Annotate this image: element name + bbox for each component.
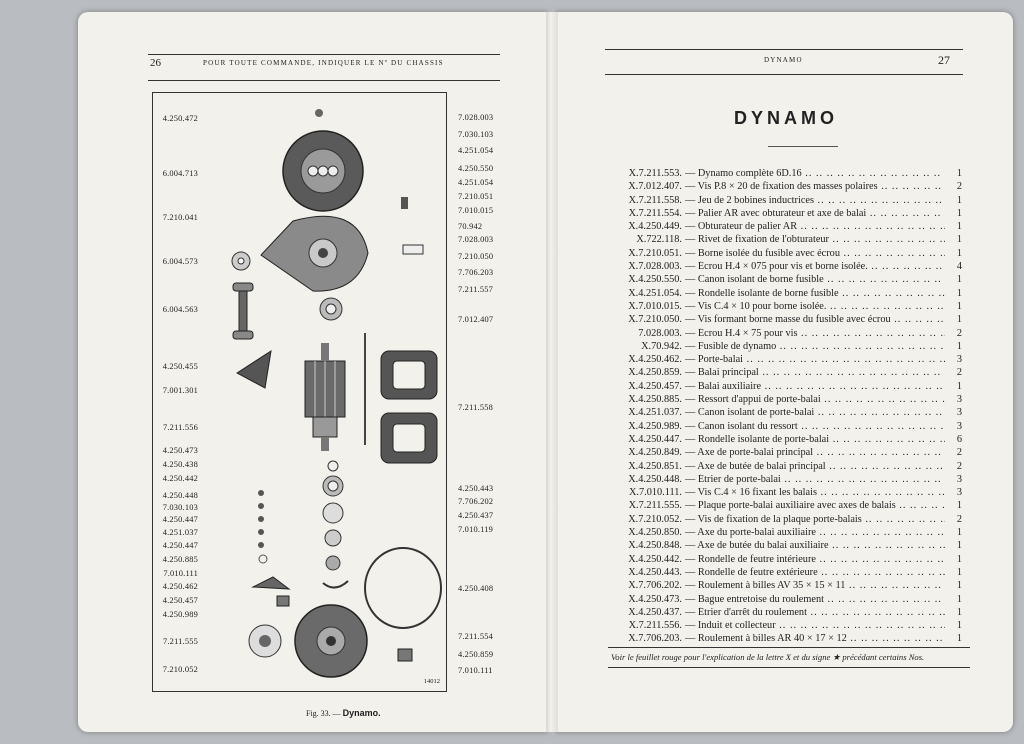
part-code: X.4.250.550. — [628, 274, 682, 286]
parts-list-row — [612, 461, 962, 474]
diagram-label-left: 4.250.455 — [162, 362, 198, 371]
diagram-label-left: 4.250.989 — [162, 610, 198, 619]
part-code: X.4.250.850. — [628, 527, 682, 539]
diagram-label-left: 4.250.442 — [162, 474, 198, 483]
part-code: X.4.250.473. — [628, 593, 682, 605]
part-quantity: 3 — [952, 474, 962, 485]
parts-list-row — [612, 274, 962, 287]
parts-list-row — [612, 514, 962, 527]
diagram-label-right: 7.706.203 — [458, 268, 494, 277]
header-rule-bottom — [148, 80, 500, 81]
diagram-label-left: 4.250.438 — [162, 460, 198, 469]
diagram-label-left: 6.004.573 — [162, 257, 198, 266]
page-number-left: 26 — [150, 57, 161, 69]
figure-number: 14012 — [423, 678, 440, 685]
diagram-label-right: 70.942 — [458, 222, 483, 231]
parts-list-row — [612, 421, 962, 434]
part-description: — Vis C.4 × 16 fixant les balais .. .. — [685, 487, 945, 498]
parts-list-row — [612, 407, 962, 420]
parts-list-row — [612, 208, 962, 221]
parts-list-row — [612, 594, 962, 607]
part-code: X.4.250.851. — [628, 460, 682, 472]
diagram-label-right: 7.010.111 — [458, 666, 493, 675]
part-code: X.7.210.051. — [628, 247, 682, 259]
parts-list — [612, 168, 962, 647]
part-description: — Obturateur de palier AR .. .. — [685, 221, 945, 232]
diagram-label-right: 4.250.859 — [458, 650, 494, 659]
part-quantity: 1 — [952, 594, 962, 605]
part-description: — Axe de butée de balai principal .. .. — [685, 461, 945, 472]
part-description: — Canon isolant de borne fusible .. .. — [685, 274, 945, 285]
part-code: X.7.210.052. — [628, 513, 682, 525]
diagram-label-left: 4.250.472 — [162, 114, 198, 123]
parts-list-row — [612, 234, 962, 247]
part-code: X.4.250.443. — [628, 566, 682, 578]
parts-list-row — [612, 381, 962, 394]
page-number-right: 27 — [938, 53, 950, 67]
diagram-label-right: 7.030.103 — [458, 130, 494, 139]
part-description: — Axe de porte-balai principal .. .. — [685, 447, 945, 458]
part-description: — Palier AR avec obturateur et axe de balai .. .. — [685, 208, 945, 219]
part-quantity: 1 — [952, 527, 962, 538]
parts-list-row — [612, 341, 962, 354]
part-code: X.7.010.111. — [628, 487, 682, 499]
part-quantity: 4 — [952, 261, 962, 272]
part-quantity: 3 — [952, 407, 962, 418]
part-description: — Jeu de 2 bobines inductrices .. .. — [685, 195, 945, 206]
part-description: — Rondelle isolante de borne fusible .. .. — [685, 288, 945, 299]
part-code: X.722.118. — [636, 234, 682, 246]
diagram-label-right: 7.028.003 — [458, 235, 494, 244]
parts-list-row — [612, 354, 962, 367]
part-description: — Porte-balai .. .. — [685, 354, 945, 365]
parts-list-row — [612, 633, 962, 646]
parts-list-row — [612, 168, 962, 181]
part-description: — Roulement à billes AR 40 × 17 × 12 .. .. — [685, 633, 945, 644]
part-quantity: 2 — [952, 328, 962, 339]
part-description: — Rondelle isolante de porte-balai .. .. — [685, 434, 945, 445]
diagram-label-left: 7.001.301 — [162, 386, 198, 395]
book-spine — [546, 12, 558, 732]
title-underline — [768, 146, 838, 147]
part-code: X.4.251.054. — [628, 287, 682, 299]
part-description: — Balai auxiliaire .. .. — [685, 381, 945, 392]
part-description: — Axe de butée du balai auxiliaire .. .. — [685, 540, 945, 551]
left-running-header: POUR TOUTE COMMANDE, INDIQUER LE Nº DU CHASSIS — [203, 59, 444, 67]
part-code: X.7.010.015. — [628, 300, 682, 312]
part-description: — Borne isolée du fusible avec écrou .. .. — [685, 248, 945, 259]
diagram-label-right: 4.250.443 — [458, 484, 494, 493]
parts-list-row — [612, 261, 962, 274]
parts-list-row — [612, 434, 962, 447]
diagram-label-left: 7.211.556 — [163, 423, 198, 432]
part-code: X.4.250.442. — [628, 553, 682, 565]
part-description: — Balai principal .. .. — [685, 367, 945, 378]
part-code: X.4.250.437. — [628, 606, 682, 618]
part-quantity: 1 — [952, 620, 962, 631]
diagram-label-right: 4.250.550 — [458, 164, 494, 173]
part-code: X.4.250.859. — [628, 367, 682, 379]
part-quantity: 6 — [952, 434, 962, 445]
part-description: — Axe du porte-balai auxiliaire .. .. — [685, 527, 945, 538]
part-quantity: 2 — [952, 367, 962, 378]
parts-list-row — [612, 580, 962, 593]
parts-list-row — [612, 500, 962, 513]
part-quantity: 1 — [952, 500, 962, 511]
parts-list-row — [612, 554, 962, 567]
part-code: X.4.250.448. — [628, 473, 682, 485]
right-header-rule-bottom — [605, 74, 963, 75]
part-code: X.7.706.203. — [628, 633, 682, 645]
part-code: X.4.250.885. — [628, 394, 682, 406]
parts-list-row — [612, 487, 962, 500]
part-description: — Vis de fixation de la plaque porte-balais .. .. — [685, 514, 945, 525]
page-title: DYNAMO — [734, 108, 838, 128]
part-quantity: 1 — [952, 381, 962, 392]
part-code: X.7.028.003. — [628, 261, 682, 273]
diagram-label-left: 7.030.103 — [162, 503, 198, 512]
diagram-label-left: 4.250.462 — [162, 582, 198, 591]
part-quantity: 2 — [952, 514, 962, 525]
diagram-label-left: 4.250.473 — [162, 446, 198, 455]
diagram-label-left: 6.004.713 — [162, 169, 198, 178]
part-description: — Étrier d'arrêt du roulement .. .. — [685, 607, 945, 618]
part-code: X.4.250.849. — [628, 447, 682, 459]
part-quantity: 1 — [952, 288, 962, 299]
part-description: — Canon isolant de porte-balai .. .. — [685, 407, 945, 418]
parts-list-row — [612, 301, 962, 314]
part-description: — Roulement à billes AV 35 × 15 × 11 .. .. — [685, 580, 945, 591]
diagram-label-left: 7.210.052 — [162, 665, 198, 674]
header-rule-top — [148, 54, 500, 55]
diagram-label-left: 4.250.447 — [162, 541, 198, 550]
part-code: X.4.250.462. — [628, 354, 682, 366]
part-quantity: 1 — [952, 195, 962, 206]
part-description: — Plaque porte-balai auxiliaire avec axes de balais .. .. — [685, 500, 945, 511]
part-description: — Rivet de fixation de l'obturateur .. .. — [685, 234, 945, 245]
part-description: — Vis P.8 × 20 de fixation des masses polaires .. .. — [685, 181, 945, 192]
footnote: Voir le feuillet rouge pour l'explication de la lettre X et du signe ★ précédant certains Nos. — [611, 652, 925, 662]
part-quantity: 2 — [952, 461, 962, 472]
diagram-label-right: 4.251.054 — [458, 146, 494, 155]
diagram-label-left: 4.251.037 — [162, 528, 198, 537]
right-header-rule-top — [605, 49, 963, 50]
part-quantity: 1 — [952, 341, 962, 352]
parts-list-row — [612, 328, 962, 341]
parts-list-row — [612, 447, 962, 460]
diagram-label-right: 4.250.437 — [458, 511, 494, 520]
parts-list-row — [612, 248, 962, 261]
diagram-label-left: 7.210.041 — [162, 213, 198, 222]
diagram-label-right: 7.211.554 — [458, 632, 493, 641]
caption-number: Fig. 33. — — [306, 709, 341, 718]
part-description: — Vis formant borne masse du fusible avec écrou .. .. — [685, 314, 945, 325]
part-code: X.7.706.202. — [628, 580, 682, 592]
part-code: X.7.211.555. — [628, 500, 682, 512]
part-quantity: 3 — [952, 394, 962, 405]
part-quantity: 1 — [952, 301, 962, 312]
parts-list-row — [612, 314, 962, 327]
part-code: X.7.211.554. — [628, 207, 682, 219]
part-quantity: 2 — [952, 181, 962, 192]
part-code: X.4.250.447. — [628, 433, 682, 445]
part-code: X.4.250.457. — [628, 380, 682, 392]
part-quantity: 1 — [952, 248, 962, 259]
diagram-label-left: 4.250.448 — [162, 491, 198, 500]
part-code: 7.028.003. — [638, 327, 682, 339]
diagram-label-left: 6.004.563 — [162, 305, 198, 314]
diagram-label-left: 4.250.447 — [162, 515, 198, 524]
parts-list-row — [612, 567, 962, 580]
part-description: — Ressort d'appui de porte-balai .. .. — [685, 394, 945, 405]
part-quantity: 1 — [952, 168, 962, 179]
diagram-label-right: 7.210.051 — [458, 192, 494, 201]
part-quantity: 3 — [952, 421, 962, 432]
part-quantity: 1 — [952, 234, 962, 245]
part-quantity: 1 — [952, 580, 962, 591]
caption-title: Dynamo. — [342, 708, 381, 718]
right-running-header: DYNAMO — [764, 56, 803, 64]
parts-list-row — [612, 221, 962, 234]
parts-list-row — [612, 181, 962, 194]
part-quantity: 1 — [952, 607, 962, 618]
footnote-rule-bottom — [608, 667, 970, 668]
diagram-label-right: 7.010.015 — [458, 206, 494, 215]
part-description: — Rondelle de feutre intérieure .. .. — [685, 554, 945, 565]
diagram-label-left: 7.010.111 — [163, 569, 198, 578]
part-code: X.70.942. — [641, 340, 682, 352]
part-quantity: 3 — [952, 354, 962, 365]
part-description: — Vis C.4 × 10 pour borne isolée. .. .. — [685, 301, 945, 312]
diagram-label-right: 7.211.557 — [458, 285, 493, 294]
parts-list-row — [612, 474, 962, 487]
part-description: — Rondelle de feutre extérieure .. .. — [685, 567, 945, 578]
part-code: X.4.251.037. — [628, 407, 682, 419]
part-code: X.4.250.449. — [628, 221, 682, 233]
part-description: — Fusible de dynamo .. .. — [685, 341, 945, 352]
part-quantity: 1 — [952, 633, 962, 644]
parts-list-row — [612, 195, 962, 208]
diagram-label-left: 7.211.555 — [163, 637, 198, 646]
footnote-rule-top — [608, 647, 970, 648]
diagram-label-right: 4.250.408 — [458, 584, 494, 593]
part-description: — Canon isolant du ressort .. .. — [685, 421, 945, 432]
part-description: — Écrou H.4 × 075 pour vis et borne isolée. .. .. — [685, 261, 945, 272]
part-description: — Étrier de porte-balai .. .. — [685, 474, 945, 485]
part-quantity: 1 — [952, 554, 962, 565]
parts-list-row — [612, 288, 962, 301]
part-description: — Dynamo complète 6D.16 .. .. — [685, 168, 945, 179]
parts-list-row — [612, 540, 962, 553]
parts-list-row — [612, 607, 962, 620]
part-code: X.7.210.050. — [628, 314, 682, 326]
diagram-label-right: 7.028.003 — [458, 113, 494, 122]
part-description: — Écrou H.4 × 75 pour vis .. .. — [685, 328, 945, 339]
parts-list-row — [612, 367, 962, 380]
part-code: X.4.250.989. — [628, 420, 682, 432]
parts-list-row — [612, 620, 962, 633]
part-quantity: 1 — [952, 208, 962, 219]
diagram-label-right: 7.211.558 — [458, 403, 493, 412]
diagram-label-left: 4.250.885 — [162, 555, 198, 564]
figure-caption — [306, 708, 381, 718]
part-quantity: 1 — [952, 274, 962, 285]
part-code: X.7.012.407. — [628, 181, 682, 193]
part-quantity: 3 — [952, 487, 962, 498]
diagram-label-right: 7.010.119 — [458, 525, 493, 534]
part-quantity: 1 — [952, 540, 962, 551]
diagram-label-right: 7.706.202 — [458, 497, 494, 506]
diagram-label-right: 7.012.407 — [458, 315, 494, 324]
part-code: X.7.211.558. — [628, 194, 682, 206]
parts-list-row — [612, 394, 962, 407]
part-code: X.7.211.553. — [628, 168, 682, 179]
part-description: — Induit et collecteur .. .. — [685, 620, 945, 631]
diagram-label-right: 4.251.054 — [458, 178, 494, 187]
part-code: X.4.250.848. — [628, 540, 682, 552]
part-quantity: 1 — [952, 221, 962, 232]
diagram-label-right: 7.210.050 — [458, 252, 494, 261]
part-quantity: 2 — [952, 447, 962, 458]
parts-list-row — [612, 527, 962, 540]
diagram-label-left: 4.250.457 — [162, 596, 198, 605]
part-quantity: 1 — [952, 314, 962, 325]
part-quantity: 1 — [952, 567, 962, 578]
part-code: X.7.211.556. — [628, 620, 682, 632]
part-description: — Bague entretoise du roulement .. .. — [685, 594, 945, 605]
